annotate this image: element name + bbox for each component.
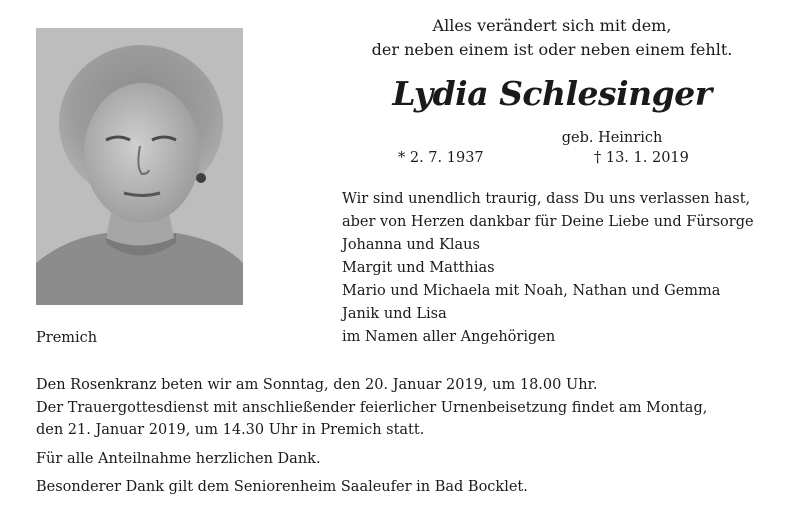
service-line: Der Trauergottesdienst mit anschließender feierlicher Urnenbeisetzung findet am Montag,	[36, 399, 708, 416]
birth-date: * 2. 7. 1937	[398, 150, 484, 166]
mourning-line: aber von Herzen dankbar für Deine Liebe und Fürsorge	[342, 214, 754, 230]
portrait-image	[36, 28, 243, 305]
service-line: den 21. Januar 2019, um 14.30 Uhr in Premich statt.	[36, 422, 425, 438]
place-name: Premich	[36, 330, 98, 346]
thanks-line: Für alle Anteilnahme herzlichen Dank.	[36, 450, 321, 467]
service-info	[36, 374, 776, 499]
mourner-line: im Namen aller Angehörigen	[342, 329, 556, 345]
quote	[352, 14, 752, 62]
deceased-name: Lydia Schlesinger	[392, 74, 712, 113]
death-date: † 13. 1. 2019	[594, 150, 689, 166]
portrait-photo	[36, 28, 243, 305]
quote-line: Alles verändert sich mit dem,	[432, 16, 672, 35]
special-thanks-line: Besonderer Dank gilt dem Seniorenheim Saaleufer in Bad Bocklet.	[36, 479, 528, 495]
mourner-line: Johanna und Klaus	[342, 237, 480, 253]
mourning-line: Wir sind unendlich traurig, dass Du uns verlassen hast,	[342, 191, 751, 207]
mourner-line: Margit und Matthias	[342, 260, 495, 276]
mourning-text	[342, 188, 782, 349]
quote-line: der neben einem ist oder neben einem fehlt.	[371, 40, 733, 59]
mourner-line: Mario und Michaela mit Noah, Nathan und Gemma	[342, 283, 721, 299]
mourner-line: Janik und Lisa	[342, 306, 447, 322]
service-line: Den Rosenkranz beten wir am Sonntag, den 20. Januar 2019, um 18.00 Uhr.	[36, 377, 598, 393]
maiden-name: geb. Heinrich	[561, 130, 663, 146]
